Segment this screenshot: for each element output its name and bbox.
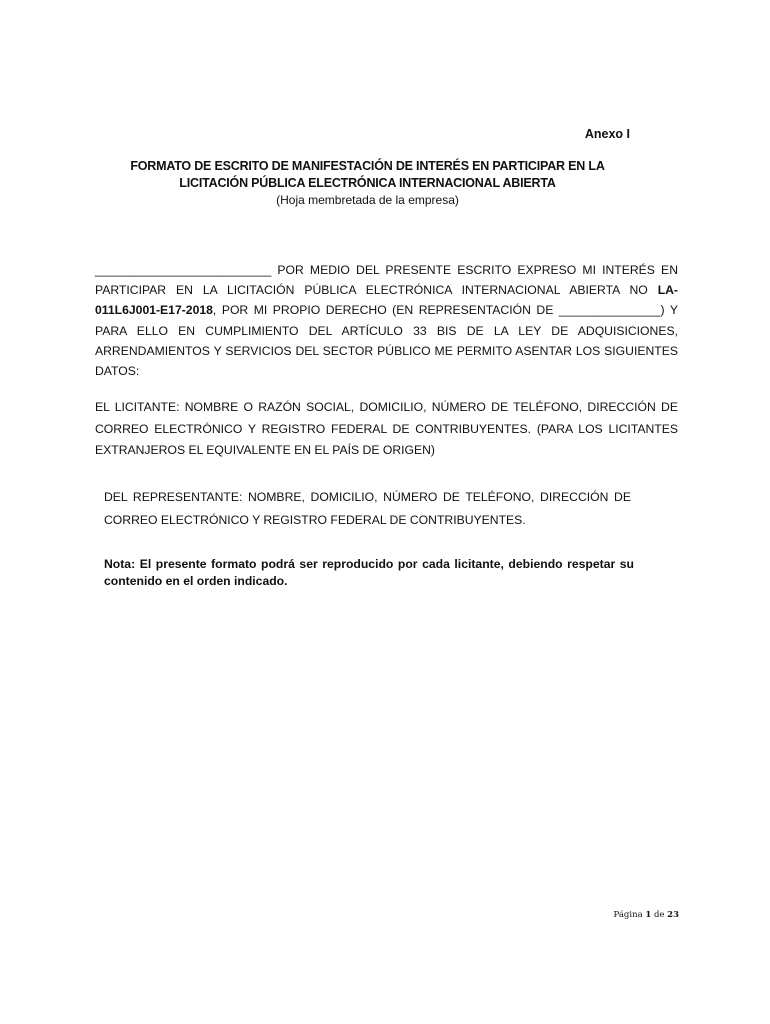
page-total: 23 (667, 910, 679, 920)
page-current: 1 (645, 910, 652, 920)
declaration-paragraph (95, 260, 678, 381)
title-line-1: FORMATO DE ESCRITO DE MANIFESTACIÓN DE INTERÉS EN PARTICIPAR EN LA (130, 159, 605, 173)
title-line-2: LICITACIÓN PÚBLICA ELECTRÓNICA INTERNACIONAL ABIERTA (179, 176, 556, 190)
document-title (95, 158, 640, 208)
annex-label: Anexo I (584, 127, 630, 141)
declaration-text-start: __________________________ POR MEDIO DEL PRESENTE ESCRITO EXPRESO MI INTERÉS EN PARTICIPAR EN LA LICITACIÓN PÚBLICA ELECTRÓNICA INTERNACIONAL ABIERTA NO (95, 263, 678, 298)
representative-data-paragraph: DEL REPRESENTANTE: NOMBRE, DOMICILIO, NÚMERO DE TELÉFONO, DIRECCIÓN DE CORREO ELECTRÓNICO Y REGISTRO FEDERAL DE CONTRIBUYENTES. (104, 490, 631, 527)
page-footer (614, 910, 679, 920)
bidder-data-paragraph: EL LICITANTE: NOMBRE O RAZÓN SOCIAL, DOMICILIO, NÚMERO DE TELÉFONO, DIRECCIÓN DE CORREO ELECTRÓNICO Y REGISTRO FEDERAL DE CONTRIBUYENTES. (PARA LOS LICITANTES EXTRANJEROS EL EQUIVALENTE EN EL PAÍS DE ORIGEN) (95, 400, 678, 457)
document-subtitle: (Hoja membretada de la empresa) (276, 193, 459, 207)
declaration-text-end: , POR MI PROPIO DERECHO (EN REPRESENTACIÓN DE _______________) Y PARA ELLO EN CUMPLIMIENTO DEL ARTÍCULO 33 BIS DE LA LEY DE ADQUISICIONES, ARRENDAMIENTOS Y SERVICIOS DEL SECTOR PÚBLICO ME PERMITO ASENTAR LOS SIGUIENTES DATOS: (95, 303, 678, 379)
of-word: de (653, 910, 665, 920)
tender-number: LA-011L6J001-E17-2018 (95, 283, 678, 318)
note-paragraph: Nota: El presente formato podrá ser reproducido por cada licitante, debiendo respetar su contenido en el orden indicado. (104, 557, 634, 588)
page-word: Página (613, 910, 643, 920)
